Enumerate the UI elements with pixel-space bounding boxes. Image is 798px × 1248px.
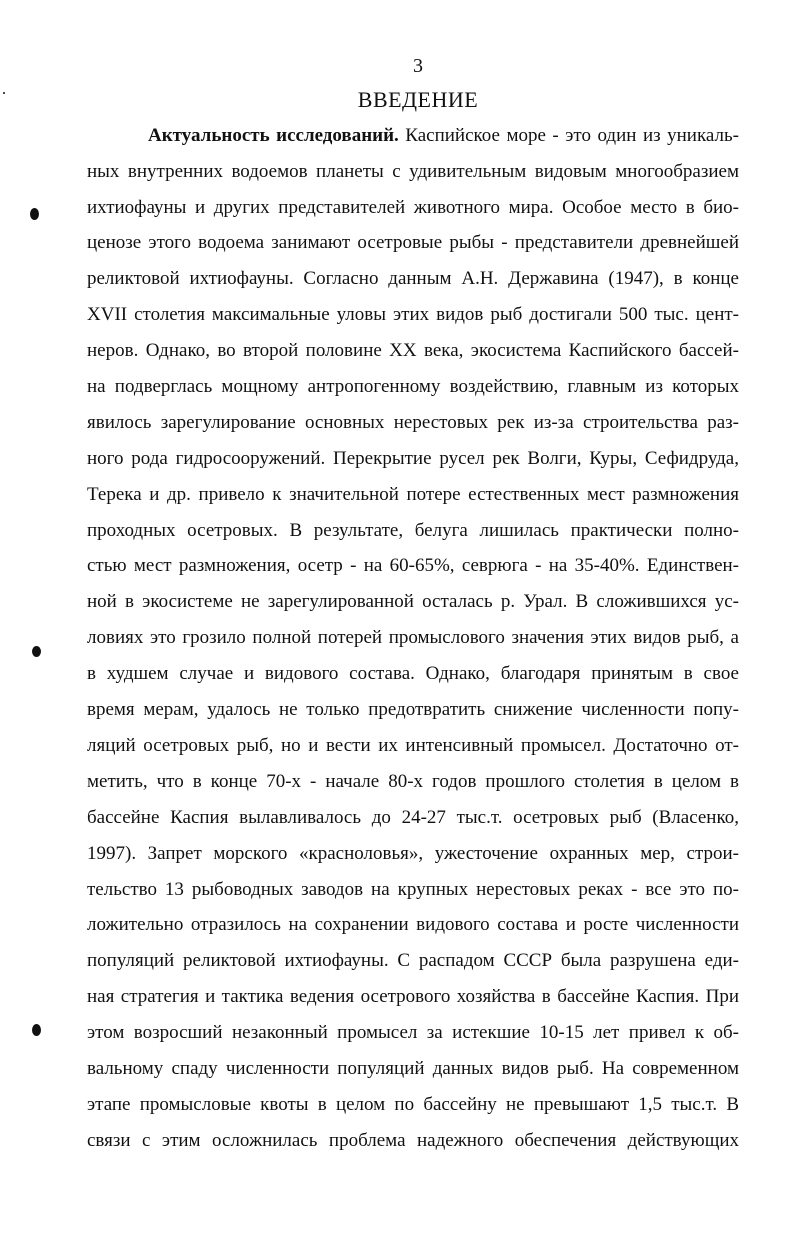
- paragraph-line: реликтовой ихтиофауны. Согласно данным А.Н. Державина (1947), в конце: [87, 268, 739, 289]
- paragraph-line: ного рода гидросооружений. Перекрытие русел рек Волги, Куры, Сефидруда,: [87, 448, 739, 469]
- paragraph-line: в худшем случае и видового состава. Однако, благодаря принятым в свое: [87, 663, 739, 684]
- page-title: ВВЕДЕНИЕ: [357, 87, 479, 112]
- paragraph-line: неров. Однако, во второй половине XX века, экосистема Каспийского бассей-: [87, 340, 739, 361]
- binding-hole-mark: [30, 208, 39, 220]
- paragraph-line: XVII столетия максимальные уловы этих видов рыб достигали 500 тыс. цент-: [87, 304, 739, 325]
- paragraph-line: ная стратегия и тактика ведения осетрового хозяйства в бассейне Каспия. При: [87, 986, 739, 1007]
- paragraph-line: на подверглась мощному антропогенному воздействию, главным из которых: [87, 376, 739, 397]
- scan-speck-mark: [3, 92, 5, 94]
- paragraph-line: бассейне Каспия вылавливалось до 24-27 тыс.т. осетровых рыб (Власенко,: [87, 807, 739, 828]
- section-lead-heading: Актуальность исследований.: [148, 125, 399, 146]
- paragraph-line: проходных осетровых. В результате, белуга лишилась практически полно-: [87, 520, 739, 541]
- paragraph-line: ной в экосистеме не зарегулированной осталась р. Урал. В сложившихся ус-: [87, 591, 739, 612]
- binding-hole-mark: [32, 646, 41, 657]
- page-number: 3: [413, 55, 423, 77]
- binding-hole-mark: [32, 1024, 41, 1036]
- paragraph-line: этапе промысловые квоты в целом по бассейну не превышают 1,5 тыс.т. В: [87, 1094, 739, 1115]
- paragraph-line: ценозе этого водоема занимают осетровые рыбы - представители древнейшей: [87, 232, 739, 253]
- paragraph-line: вальному спаду численности популяций данных видов рыб. На современном: [87, 1058, 739, 1079]
- paragraph-line: стью мест размножения, осетр - на 60-65%, севрюга - на 35-40%. Единствен-: [87, 555, 739, 576]
- paragraph-line: метить, что в конце 70-х - начале 80-х годов прошлого столетия в целом в: [87, 771, 739, 792]
- paragraph-line-text: Каспийское море - это один из уникаль-: [398, 125, 739, 146]
- paragraph-line: 1997). Запрет морского «красноловья», ужесточение охранных мер, строи-: [87, 843, 739, 864]
- paragraph-line: связи с этим осложнилась проблема надежного обеспечения действующих: [87, 1130, 739, 1151]
- paragraph-line: явилось зарегулирование основных нерестовых рек из-за строительства раз-: [87, 412, 739, 433]
- paragraph-line: ных внутренних водоемов планеты с удивительным видовым многообразием: [87, 161, 739, 182]
- paragraph-line: Терека и др. привело к значительной потере естественных мест размножения: [87, 484, 739, 505]
- paragraph-line: ложительно отразилось на сохранении видового состава и росте численности: [87, 914, 739, 935]
- paragraph-line: этом возросший незаконный промысел за истекшие 10-15 лет привел к об-: [87, 1022, 739, 1043]
- paragraph-line: время мерам, удалось не только предотвратить снижение численности попу-: [87, 699, 739, 720]
- paragraph-line: популяций реликтовой ихтиофауны. С распадом СССР была разрушена еди-: [87, 950, 739, 971]
- paragraph-line: ляций осетровых рыб, но и вести их интенсивный промысел. Достаточно от-: [87, 735, 739, 756]
- paragraph-line: тельство 13 рыбоводных заводов на крупных нерестовых реках - все это по-: [87, 879, 739, 900]
- paragraph-line: [148, 124, 739, 148]
- paragraph-line: ихтиофауны и других представителей животного мира. Особое место в био-: [87, 197, 739, 218]
- paragraph-line: ловиях это грозило полной потерей промыслового значения этих видов рыб, а: [87, 627, 739, 648]
